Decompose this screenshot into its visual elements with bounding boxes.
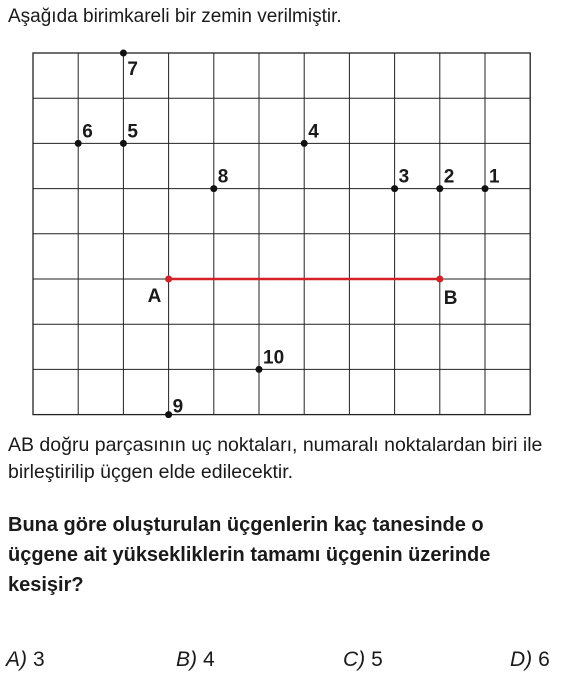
point-1-label: 1 [489,166,500,188]
point-7-label: 7 [127,59,138,80]
point-9-dot [165,411,172,418]
option-d-value: 6 [538,648,550,671]
point-7-dot [120,50,127,57]
option-b[interactable] [176,648,215,672]
point-a-dot [165,276,172,283]
point-2-label: 2 [443,166,455,188]
point-4-label: 4 [308,121,319,143]
point-1-dot [482,185,489,192]
description-text: AB doğru parçasının uç noktaları, numaralı noktalardan biri ile birleştirilip üçgen elde edilecektir. [8,434,543,483]
option-c[interactable] [343,648,383,672]
point-b-dot [436,276,443,283]
point-6-label: 6 [82,121,93,143]
option-a[interactable] [6,648,45,672]
point-10-dot [256,366,263,373]
option-a-value: 3 [33,648,45,671]
point-a-label: A [147,286,162,307]
option-a-letter: A) [6,648,27,671]
option-b-value: 4 [203,648,215,671]
point-10-label: 10 [263,347,285,369]
point-2-dot [436,185,443,192]
option-c-letter: C) [343,648,366,671]
option-d[interactable] [510,648,550,672]
point-b-label: B [443,288,458,309]
option-c-value: 5 [371,648,383,671]
point-5-label: 5 [127,121,138,143]
point-8-label: 8 [217,166,229,188]
intro-text: Aşağıda birimkareli bir zemin verilmiştir. [8,6,342,27]
point-5-dot [120,140,127,147]
option-b-letter: B) [176,648,197,671]
answer-options [0,648,563,678]
point-6-dot [75,140,82,147]
point-9-label: 9 [172,396,184,418]
option-d-letter: D) [510,648,533,671]
point-8-dot [210,185,217,192]
point-3-dot [391,185,398,192]
point-3-label: 3 [398,166,410,188]
question-text: Buna göre oluşturulan üçgenlerin kaç tanesinde o üçgene ait yüksekliklerin tamamı üçgenin üzerinde kesişir? [8,514,491,596]
point-4-dot [301,140,308,147]
